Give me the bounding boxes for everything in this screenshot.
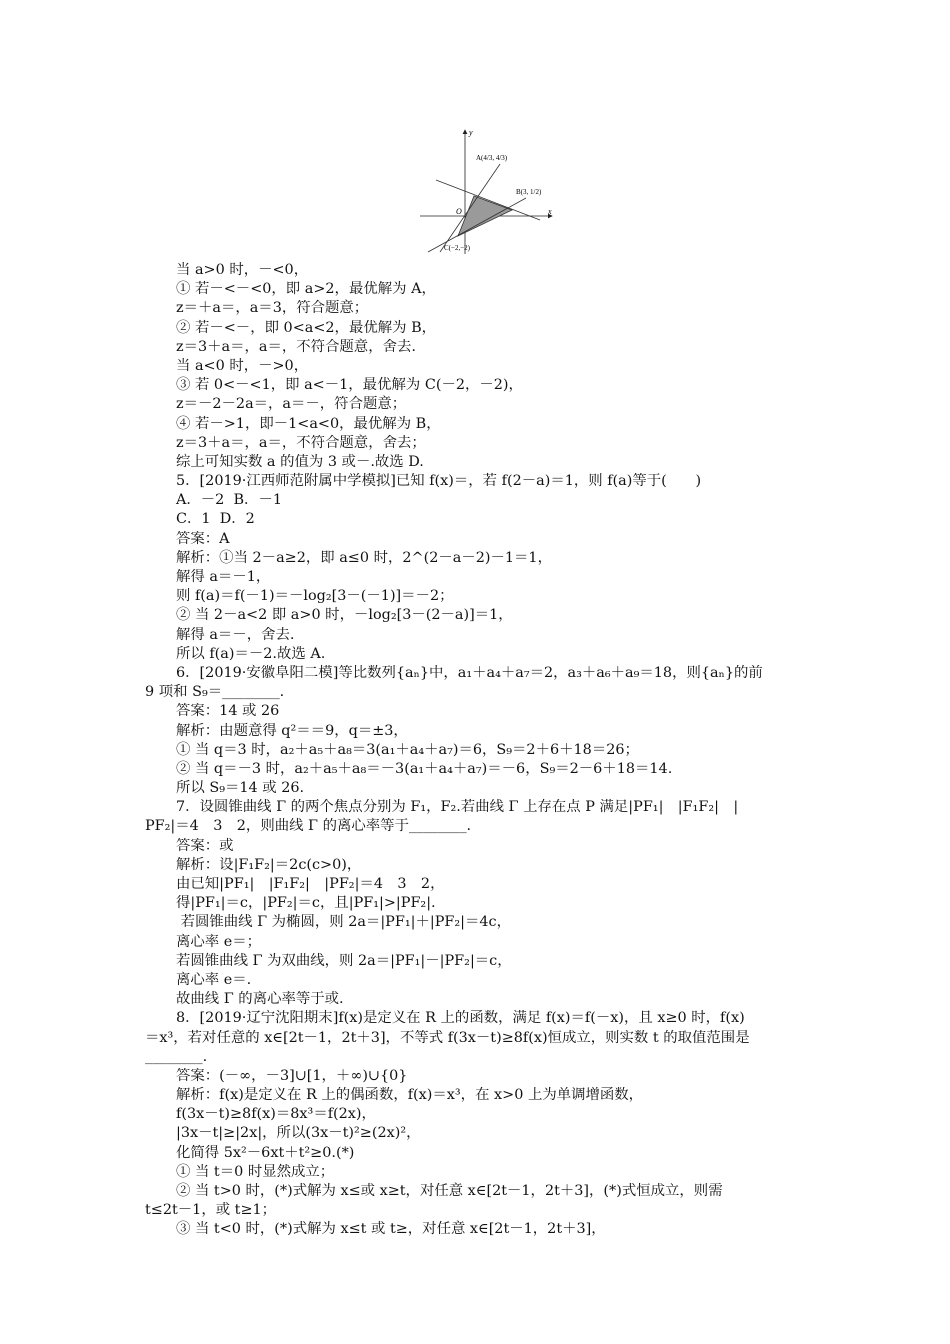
text-line: |3x－t|≥|2x|，所以(3x－t)²≥(2x)²，	[176, 1125, 421, 1142]
text-line: 6．[2019·安徽阜阳二模]等比数列{aₙ}中，a₁＋a₄＋a₇＝2，a₃＋a₆＋a₉＝18，则{aₙ}的前	[176, 664, 763, 681]
text-line: 解析：①当 2－a≥2，即 a≤0 时，2^(2－a－2)－1＝1，	[176, 549, 552, 566]
text-line: 由已知|PF₁| |F₁F₂| |PF₂|＝4 3 2，	[176, 876, 445, 892]
text-line: 答案：14 或 26	[176, 703, 280, 720]
point-a-label: A(4/3, 4/3)	[476, 154, 508, 162]
text-line: A．－2 B．－1	[176, 492, 282, 509]
text-line: t≤2t－1，或 t≥1；	[145, 1202, 277, 1219]
text-line: 则 f(a)＝f(－1)＝－log₂[3－(－1)]＝－2；	[176, 588, 454, 605]
text-line: ② 当 t>0 时，(*)式解为 x≤或 x≥t，对任意 x∈[2t－1，2t＋3]，(*)式恒成立，则需	[176, 1183, 723, 1199]
text-line: ④ 若－>1，即－1<a<0，最优解为 B，	[176, 415, 441, 432]
text-line: ① 当 q＝3 时，a₂＋a₅＋a₈＝3(a₁＋a₄＋a₇)＝6，S₉＝2＋6＋18＝26；	[176, 741, 639, 758]
text-line: z＝3＋a＝，a＝，不符合题意，舍去.	[176, 338, 416, 355]
text-line: z＝＋a＝，a＝3，符合题意；	[176, 300, 369, 317]
text-line: C．1 D．2	[176, 511, 255, 528]
text-line: 化简得 5x²－6xt＋t²≥0.(*)	[176, 1144, 355, 1161]
text-line: 答案：或	[176, 837, 234, 854]
text-line: f(3x－t)≥8f(x)＝8x³＝f(2x)，	[176, 1106, 376, 1123]
text-line: 答案：A	[176, 530, 230, 547]
text-line: ② 当 2－a<2 即 a>0 时，－log₂[3－(2－a)]＝1，	[176, 607, 513, 624]
text-line: 综上可知实数 a 的值为 3 或－.故选 D.	[176, 453, 424, 470]
text-line: 9 项和 S₉＝________.	[145, 684, 285, 701]
y-axis-label: y	[469, 128, 473, 137]
text-line: 解析：f(x)是定义在 R 上的偶函数，f(x)＝x³，在 x>0 上为单调增函数，	[176, 1087, 644, 1104]
text-line: 当 a>0 时，－<0，	[176, 262, 309, 278]
text-line: 解得 a＝－，舍去.	[176, 626, 295, 643]
text-line: ________.	[145, 1048, 208, 1065]
linear-programming-figure	[418, 124, 558, 258]
solution-text	[145, 261, 815, 1240]
text-line: 故曲线 Γ 的离心率等于或.	[176, 991, 344, 1008]
text-line: ＝x³，若对任意的 x∈[2t－1，2t＋3]，不等式 f(3x－t)≥8f(x)恒成立，则实数 t 的取值范围是	[145, 1029, 750, 1046]
text-line: 离心率 e＝.	[176, 971, 252, 988]
text-line: 7．设圆锥曲线 Γ 的两个焦点分别为 F₁，F₂.若曲线 Γ 上存在点 P 满足|PF₁| |F₁F₂| |	[176, 799, 739, 816]
text-line: 8．[2019·辽宁沈阳期末]f(x)是定义在 R 上的函数，满足 f(x)＝f(－x)，且 x≥0 时，f(x)	[176, 1010, 745, 1027]
text-line: 所以 S₉＝14 或 26.	[176, 780, 305, 797]
text-line: ① 若－<－<0，即 a>2，最优解为 A，	[176, 281, 436, 298]
text-line: ③ 当 t<0 时，(*)式解为 x≤t 或 t≥，对任意 x∈[2t－1，2t＋3]，	[176, 1221, 606, 1238]
x-axis-label: x	[548, 207, 552, 216]
text-line: 答案：(－∞，－3]∪[1，＋∞)∪{0}	[176, 1067, 408, 1084]
origin-label: O	[456, 207, 462, 216]
text-line: 所以 f(a)＝－2.故选 A.	[176, 645, 326, 662]
point-b-label: B(3, 1/2)	[516, 188, 542, 196]
text-line: 5．[2019·江西师范附属中学模拟]已知 f(x)＝，若 f(2－a)＝1，则 f(a)等于( )	[176, 473, 702, 490]
text-line: ① 当 t＝0 时显然成立；	[176, 1163, 335, 1180]
text-line: 离心率 e＝；	[176, 933, 262, 950]
text-line: 解得 a＝－1，	[176, 569, 271, 585]
text-line: 得|PF₁|＝c，|PF₂|＝c，且|PF₁|>|PF₂|.	[176, 895, 436, 912]
text-line: 当 a<0 时，－>0，	[176, 357, 309, 374]
text-line: ③ 若 0<－<1，即 a<－1，最优解为 C(－2，－2)，	[176, 377, 523, 394]
text-line: 若圆锥曲线 Γ 为双曲线，则 2a＝|PF₁|－|PF₂|＝c，	[176, 952, 512, 969]
text-line: 若圆锥曲线 Γ 为椭圆，则 2a＝|PF₁|＋|PF₂|＝4c，	[176, 914, 511, 931]
text-line: z＝3＋a＝，a＝，不符合题意，舍去；	[176, 434, 426, 451]
text-line: z＝－2－2a＝，a＝－，符合题意；	[176, 396, 407, 413]
text-line: ② 若－<－，即 0<a<2，最优解为 B，	[176, 319, 437, 336]
text-line: ② 当 q＝－3 时，a₂＋a₅＋a₈＝－3(a₁＋a₄＋a₇)＝－6，S₉＝2－6＋18＝14.	[176, 760, 673, 777]
text-line: PF₂|＝4 3 2，则曲线 Γ 的离心率等于________.	[145, 818, 472, 835]
point-c-label: C(−2,−2)	[444, 244, 470, 252]
text-line: 解析：设|F₁F₂|＝2c(c>0)，	[176, 856, 362, 873]
text-line: 解析：由题意得 q²＝＝9，q＝±3，	[176, 722, 408, 739]
